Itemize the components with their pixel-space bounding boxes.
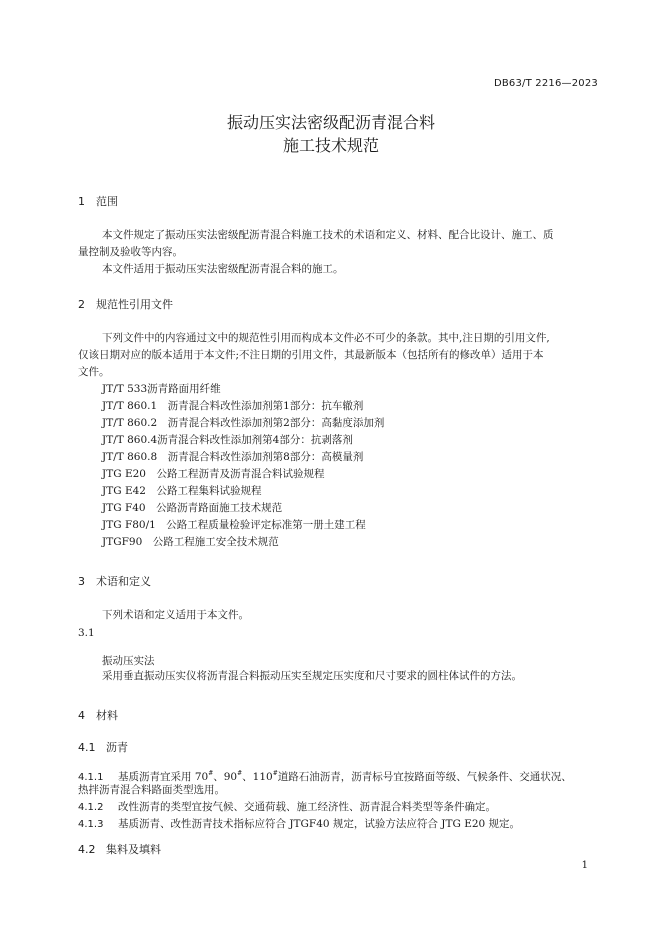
section-1-heading — [78, 193, 118, 209]
subsection-4-2-heading — [78, 841, 161, 857]
paragraph: 下列文件中的内容通过文中的规范性引用而构成本文件必不可少的条款。其中,注日期的引用文件, — [102, 332, 550, 344]
section-3-heading — [78, 573, 151, 589]
clause-4-1-1-continued: 热拌沥青混合料路面类型选用。 — [78, 784, 225, 796]
section-title: 材料 — [96, 709, 118, 722]
section-title: 规范性引用文件 — [96, 298, 173, 311]
reference-item: JT/T 860.2 沥青混合料改性添加剂第2部分：高黏度添加剂 — [102, 417, 385, 429]
standard-number: DB63/T 2216—2023 — [493, 78, 598, 89]
reference-item: JT/T 860.4沥青混合料改性添加剂第4部分：抗剥落剂 — [102, 434, 353, 446]
clause-number: 4.1.1 — [78, 772, 104, 783]
clause-number: 4.1.3 — [78, 819, 104, 830]
clause-text: 基质沥青、改性沥青技术指标应符合 JTGF40 规定，试验方法应符合 JTG E20 规定。 — [118, 818, 521, 830]
grade-mark: # — [272, 770, 278, 777]
page-number: 1 — [581, 860, 588, 871]
section-2-heading — [78, 296, 173, 312]
clause-4-1-2 — [78, 799, 496, 816]
section-title: 术语和定义 — [96, 575, 151, 588]
paragraph: 文件。 — [78, 366, 110, 378]
clause-text: 基质沥青宜采用 70 — [118, 771, 209, 783]
clause-text: 、110 — [242, 771, 273, 783]
paragraph: 本文件规定了振动压实法密级配沥青混合料施工技术的术语和定义、材料、配合比设计、施工、质 — [102, 229, 554, 241]
paragraph: 量控制及验收等内容。 — [78, 246, 183, 258]
document-title-line2: 施工技术规范 — [282, 136, 379, 155]
paragraph: 仅该日期对应的版本适用于本文件;不注日期的引用文件，其最新版本（包括所有的修改单）适用于本 — [78, 349, 544, 361]
clause-text: 道路石油沥青，沥青标号宜按路面等级、气候条件、交通状况、 — [277, 771, 572, 783]
reference-item: JTG E20 公路工程沥青及沥青混合料试验规程 — [102, 468, 325, 480]
subsection-4-1-heading — [78, 739, 128, 755]
reference-item: JTG F40 公路沥青路面施工技术规范 — [102, 502, 283, 514]
clause-text: 改性沥青的类型宜按气候、交通荷载、施工经济性、沥青混合料类型等条件确定。 — [118, 801, 496, 813]
reference-item: JTGF90 公路工程施工安全技术规范 — [102, 536, 279, 548]
clause-number: 4.1.2 — [78, 802, 104, 813]
term-definition: 采用垂直振动压实仪将沥青混合料振动压实至规定压实度和尺寸要求的圆柱体试件的方法。 — [102, 670, 522, 682]
section-4-heading — [78, 707, 118, 723]
reference-item: JT/T 860.8 沥青混合料改性添加剂第8部分：高模量剂 — [102, 451, 364, 463]
document-title-line1: 振动压实法密级配沥青混合料 — [226, 113, 435, 132]
section-number: 2 — [78, 298, 85, 311]
clause-4-1-3 — [78, 816, 520, 833]
subsection-number: 4.2 — [78, 843, 96, 856]
reference-item: JT/T 860.1 沥青混合料改性添加剂第1部分：抗车辙剂 — [102, 400, 364, 412]
grade-mark: # — [208, 770, 214, 777]
paragraph: 下列术语和定义适用于本文件。 — [102, 609, 249, 621]
paragraph: 本文件适用于振动压实法密级配沥青混合料的施工。 — [102, 263, 344, 275]
reference-item: JT/T 533沥青路面用纤维 — [102, 383, 221, 395]
subsection-title: 集料及填料 — [106, 843, 161, 856]
reference-item: JTG F80/1 公路工程质量检验评定标准第一册土建工程 — [102, 519, 366, 531]
section-number: 3 — [78, 575, 85, 588]
term-name: 振动压实法 — [102, 655, 155, 667]
reference-item: JTG E42 公路工程集料试验规程 — [102, 485, 262, 497]
grade-mark: # — [237, 770, 243, 777]
section-number: 1 — [78, 195, 85, 208]
clause-text: 、90 — [213, 771, 238, 783]
section-number: 4 — [78, 709, 85, 722]
subsection-title: 沥青 — [106, 741, 128, 754]
section-title: 范围 — [96, 195, 118, 208]
clause-number: 3.1 — [78, 627, 95, 639]
subsection-number: 4.1 — [78, 741, 96, 754]
